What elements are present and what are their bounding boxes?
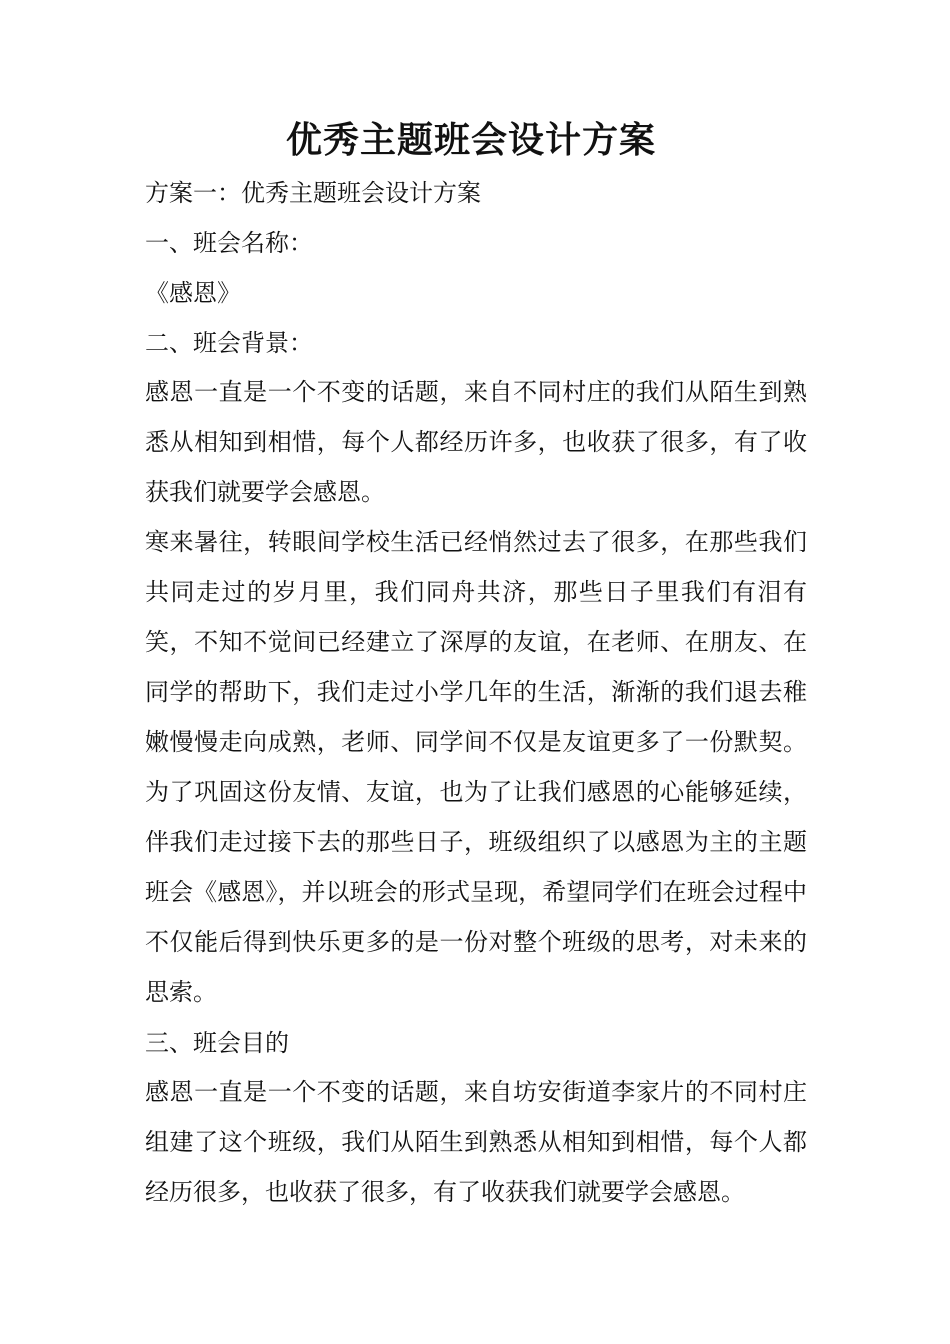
section-heading-purpose: 三、班会目的 [145,1029,289,1057]
scheme-subtitle: 方案一：优秀主题班会设计方案 [145,179,481,207]
section-name-value: 《感恩》 [145,279,241,307]
section-heading-name: 一、班会名称： [145,229,313,257]
document-title: 优秀主题班会设计方案 [285,119,656,161]
background-paragraph-2: 寒来暑往，转眼间学校生活已经悄然过去了很多，在那些我们共同走过的岁月里，我们同舟共济，那些日子里我们有泪有笑，不知不觉间已经建立了深厚的友谊，在老师、在朋友、在同学的帮助下，我们走过小学几年的生活，渐渐的我们退去稚嫩慢慢走向成熟，老师、同学间不仅是友谊更多了一份默契。为了巩固这份友情、友谊，也为了让我们感恩的心能够延续，伴我们走过接下去的那些日子，班级组织了以感恩为主的主题班会《感恩》，并以班会的形式呈现，希望同学们在班会过程中不仅能后得到快乐更多的是一份对整个班级的思考，对未来的思索。 [145,528,807,1006]
document-page [145,112,807,1217]
background-paragraph-1: 感恩一直是一个不变的话题，来自不同村庄的我们从陌生到熟悉从相知到相惜，每个人都经历许多，也收获了很多，有了收获我们就要学会感恩。 [145,378,807,506]
purpose-paragraph-1: 感恩一直是一个不变的话题，来自坊安街道李家片的不同村庄组建了这个班级，我们从陌生到熟悉从相知到相惜，每个人都经历很多，也收获了很多，有了收获我们就要学会感恩。 [145,1078,807,1206]
section-heading-background: 二、班会背景： [145,329,313,357]
